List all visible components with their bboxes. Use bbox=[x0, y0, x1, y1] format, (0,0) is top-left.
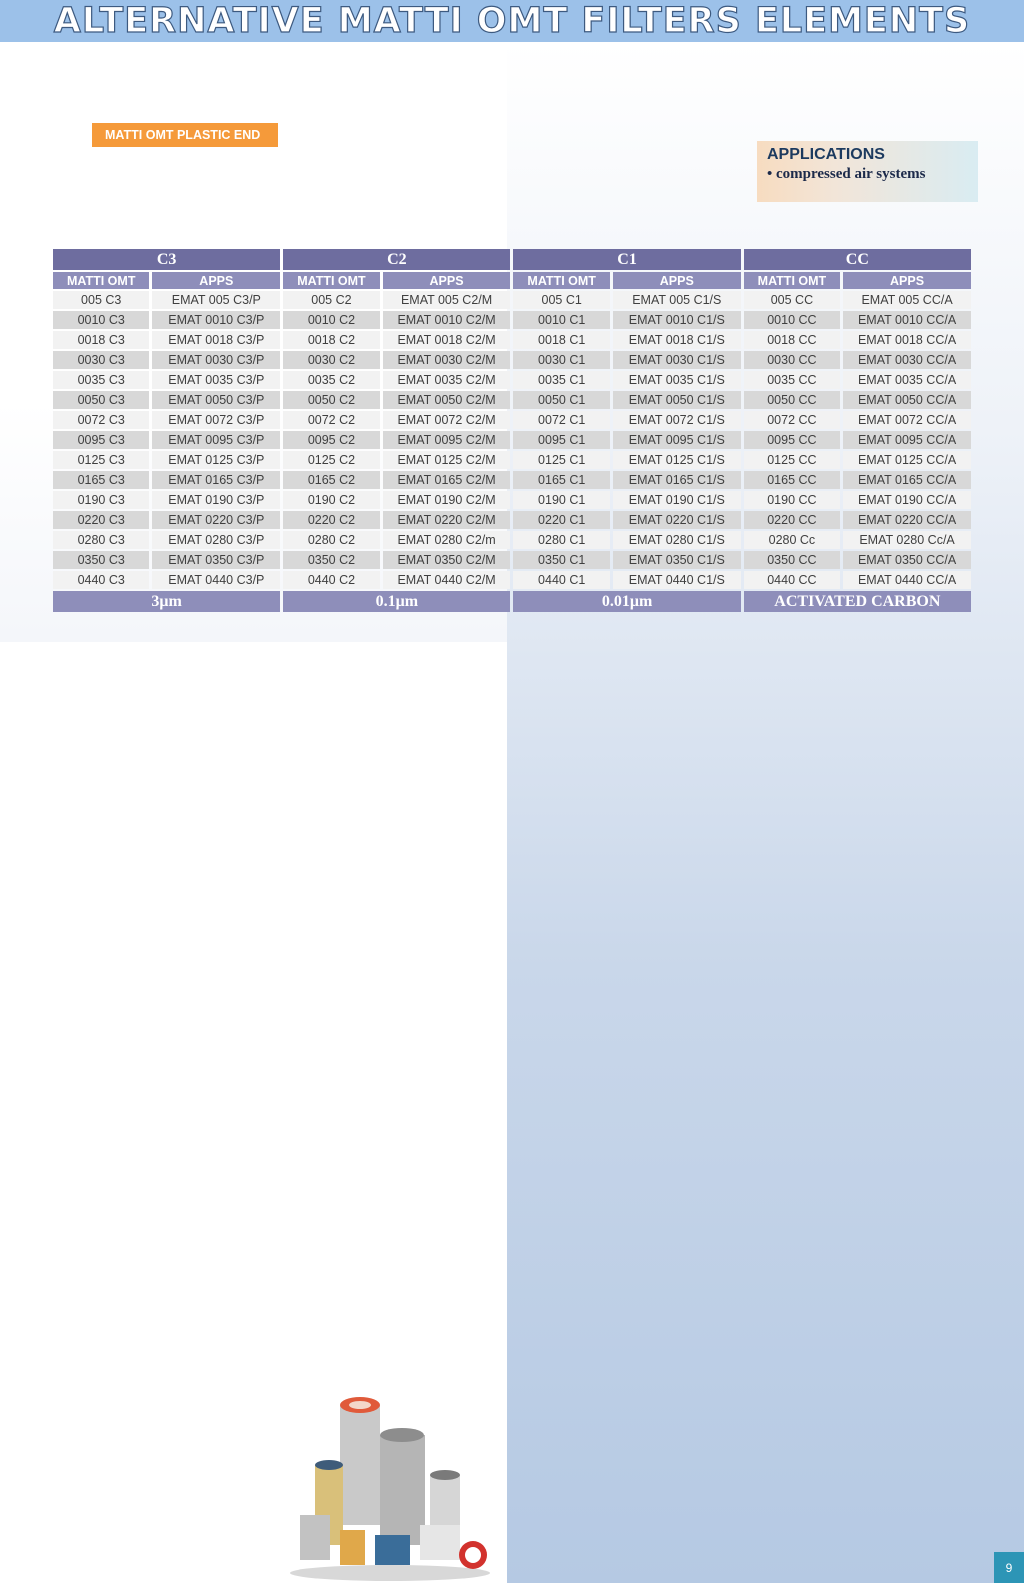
apps-code-cell: EMAT 0072 C2/M bbox=[383, 411, 511, 429]
column-header: MATTI OMT bbox=[283, 272, 379, 289]
matti-omt-code-cell: 0030 C2 bbox=[283, 351, 379, 369]
apps-code-cell: EMAT 0440 CC/A bbox=[843, 571, 971, 589]
matti-omt-code-cell: 005 C1 bbox=[513, 291, 609, 309]
matti-omt-code-cell: 0350 C2 bbox=[283, 551, 379, 569]
matti-omt-code-cell: 0050 C2 bbox=[283, 391, 379, 409]
matti-omt-code-cell: 0440 C2 bbox=[283, 571, 379, 589]
apps-code-cell: EMAT 0125 CC/A bbox=[843, 451, 971, 469]
apps-code-cell: EMAT 0280 C3/P bbox=[152, 531, 280, 549]
matti-omt-code-cell: 0350 C1 bbox=[513, 551, 609, 569]
apps-code-cell: EMAT 0440 C1/S bbox=[613, 571, 741, 589]
matti-omt-code-cell: 0018 C1 bbox=[513, 331, 609, 349]
matti-omt-code-cell: 0095 C3 bbox=[53, 431, 149, 449]
apps-code-cell: EMAT 0072 CC/A bbox=[843, 411, 971, 429]
matti-omt-code-cell: 0280 C1 bbox=[513, 531, 609, 549]
apps-code-cell: EMAT 0095 C2/M bbox=[383, 431, 511, 449]
filter-cross-reference-table bbox=[50, 247, 974, 614]
applications-item: • compressed air systems bbox=[767, 166, 926, 182]
apps-code-cell: EMAT 0030 CC/A bbox=[843, 351, 971, 369]
matti-omt-code-cell: 0165 C1 bbox=[513, 471, 609, 489]
apps-code-cell: EMAT 0018 C2/M bbox=[383, 331, 511, 349]
header-bar bbox=[0, 0, 1024, 42]
apps-code-cell: EMAT 0350 CC/A bbox=[843, 551, 971, 569]
matti-omt-code-cell: 0440 C3 bbox=[53, 571, 149, 589]
apps-code-cell: EMAT 0165 C1/S bbox=[613, 471, 741, 489]
matti-omt-code-cell: 0125 C2 bbox=[283, 451, 379, 469]
apps-code-cell: EMAT 0018 C1/S bbox=[613, 331, 741, 349]
apps-code-cell: EMAT 0095 C3/P bbox=[152, 431, 280, 449]
apps-code-cell: EMAT 0010 C1/S bbox=[613, 311, 741, 329]
table-row bbox=[53, 311, 971, 329]
apps-code-cell: EMAT 0190 C1/S bbox=[613, 491, 741, 509]
rating-cc: ACTIVATED CARBON bbox=[744, 591, 971, 612]
matti-omt-code-cell: 0220 C3 bbox=[53, 511, 149, 529]
sub-header-row bbox=[53, 272, 971, 289]
matti-omt-code-cell: 0190 CC bbox=[744, 491, 840, 509]
apps-code-cell: EMAT 0050 C3/P bbox=[152, 391, 280, 409]
apps-code-cell: EMAT 0350 C2/M bbox=[383, 551, 511, 569]
apps-code-cell: EMAT 0165 C3/P bbox=[152, 471, 280, 489]
apps-code-cell: EMAT 0018 CC/A bbox=[843, 331, 971, 349]
filter-elements-product-image bbox=[280, 1395, 500, 1583]
matti-omt-code-cell: 0035 C1 bbox=[513, 371, 609, 389]
apps-code-cell: EMAT 0050 C1/S bbox=[613, 391, 741, 409]
matti-omt-code-cell: 0018 CC bbox=[744, 331, 840, 349]
matti-omt-code-cell: 0010 C3 bbox=[53, 311, 149, 329]
matti-omt-code-cell: 0030 C3 bbox=[53, 351, 149, 369]
apps-code-cell: EMAT 0072 C3/P bbox=[152, 411, 280, 429]
table-row bbox=[53, 371, 971, 389]
matti-omt-code-cell: 0035 CC bbox=[744, 371, 840, 389]
apps-code-cell: EMAT 0050 CC/A bbox=[843, 391, 971, 409]
table-row bbox=[53, 551, 971, 569]
apps-code-cell: EMAT 0280 Cc/A bbox=[843, 531, 971, 549]
section-label: MATTI OMT PLASTIC END bbox=[92, 123, 278, 147]
table-body bbox=[53, 291, 971, 589]
apps-code-cell: EMAT 0125 C3/P bbox=[152, 451, 280, 469]
apps-code-cell: EMAT 0190 CC/A bbox=[843, 491, 971, 509]
matti-omt-code-cell: 0095 C1 bbox=[513, 431, 609, 449]
apps-code-cell: EMAT 0030 C2/M bbox=[383, 351, 511, 369]
matti-omt-code-cell: 0072 CC bbox=[744, 411, 840, 429]
table-row bbox=[53, 571, 971, 589]
apps-code-cell: EMAT 0280 C2/m bbox=[383, 531, 511, 549]
group-header-c2: C2 bbox=[283, 249, 510, 270]
rating-c2: 0.1μm bbox=[283, 591, 510, 612]
matti-omt-code-cell: 0165 C3 bbox=[53, 471, 149, 489]
column-header: APPS bbox=[843, 272, 971, 289]
rating-c1: 0.01μm bbox=[513, 591, 740, 612]
table-row bbox=[53, 331, 971, 349]
matti-omt-code-cell: 0035 C3 bbox=[53, 371, 149, 389]
table-row bbox=[53, 351, 971, 369]
table-row bbox=[53, 391, 971, 409]
apps-code-cell: EMAT 005 C2/M bbox=[383, 291, 511, 309]
apps-code-cell: EMAT 0035 CC/A bbox=[843, 371, 971, 389]
table-row bbox=[53, 451, 971, 469]
matti-omt-code-cell: 0018 C2 bbox=[283, 331, 379, 349]
column-header: MATTI OMT bbox=[513, 272, 609, 289]
apps-code-cell: EMAT 005 C3/P bbox=[152, 291, 280, 309]
matti-omt-code-cell: 0190 C2 bbox=[283, 491, 379, 509]
table-row bbox=[53, 491, 971, 509]
matti-omt-code-cell: 0220 C2 bbox=[283, 511, 379, 529]
matti-omt-code-cell: 0010 C1 bbox=[513, 311, 609, 329]
column-header: APPS bbox=[383, 272, 511, 289]
matti-omt-code-cell: 0165 CC bbox=[744, 471, 840, 489]
matti-omt-code-cell: 0350 CC bbox=[744, 551, 840, 569]
apps-code-cell: EMAT 0030 C3/P bbox=[152, 351, 280, 369]
table-row bbox=[53, 471, 971, 489]
group-header-c3: C3 bbox=[53, 249, 280, 270]
column-header: APPS bbox=[152, 272, 280, 289]
matti-omt-code-cell: 0440 C1 bbox=[513, 571, 609, 589]
matti-omt-code-cell: 0010 CC bbox=[744, 311, 840, 329]
matti-omt-code-cell: 0350 C3 bbox=[53, 551, 149, 569]
matti-omt-code-cell: 0050 C3 bbox=[53, 391, 149, 409]
table-row bbox=[53, 531, 971, 549]
column-header: MATTI OMT bbox=[744, 272, 840, 289]
matti-omt-code-cell: 0072 C2 bbox=[283, 411, 379, 429]
group-header-c1: C1 bbox=[513, 249, 740, 270]
apps-code-cell: EMAT 005 C1/S bbox=[613, 291, 741, 309]
apps-code-cell: EMAT 0030 C1/S bbox=[613, 351, 741, 369]
matti-omt-code-cell: 0030 CC bbox=[744, 351, 840, 369]
matti-omt-code-cell: 0125 CC bbox=[744, 451, 840, 469]
column-header: MATTI OMT bbox=[53, 272, 149, 289]
apps-code-cell: EMAT 0220 C3/P bbox=[152, 511, 280, 529]
matti-omt-code-cell: 005 CC bbox=[744, 291, 840, 309]
apps-code-cell: EMAT 0010 CC/A bbox=[843, 311, 971, 329]
apps-code-cell: EMAT 0440 C3/P bbox=[152, 571, 280, 589]
apps-code-cell: EMAT 0190 C3/P bbox=[152, 491, 280, 509]
rating-c3: 3μm bbox=[53, 591, 280, 612]
matti-omt-code-cell: 0220 C1 bbox=[513, 511, 609, 529]
matti-omt-code-cell: 0018 C3 bbox=[53, 331, 149, 349]
apps-code-cell: EMAT 0050 C2/M bbox=[383, 391, 511, 409]
apps-code-cell: EMAT 0165 CC/A bbox=[843, 471, 971, 489]
matti-omt-code-cell: 0072 C1 bbox=[513, 411, 609, 429]
matti-omt-code-cell: 0125 C1 bbox=[513, 451, 609, 469]
applications-box bbox=[757, 141, 978, 202]
matti-omt-code-cell: 0280 Cc bbox=[744, 531, 840, 549]
apps-code-cell: EMAT 0280 C1/S bbox=[613, 531, 741, 549]
apps-code-cell: EMAT 0018 C3/P bbox=[152, 331, 280, 349]
table-row bbox=[53, 431, 971, 449]
apps-code-cell: EMAT 0350 C1/S bbox=[613, 551, 741, 569]
matti-omt-code-cell: 005 C2 bbox=[283, 291, 379, 309]
group-header-row bbox=[53, 249, 971, 270]
apps-code-cell: EMAT 0035 C1/S bbox=[613, 371, 741, 389]
apps-code-cell: EMAT 0072 C1/S bbox=[613, 411, 741, 429]
apps-code-cell: EMAT 0035 C3/P bbox=[152, 371, 280, 389]
apps-code-cell: EMAT 0035 C2/M bbox=[383, 371, 511, 389]
matti-omt-code-cell: 0095 C2 bbox=[283, 431, 379, 449]
apps-code-cell: EMAT 0440 C2/M bbox=[383, 571, 511, 589]
apps-code-cell: EMAT 0165 C2/M bbox=[383, 471, 511, 489]
table-row bbox=[53, 291, 971, 309]
apps-code-cell: EMAT 0350 C3/P bbox=[152, 551, 280, 569]
matti-omt-code-cell: 0220 CC bbox=[744, 511, 840, 529]
matti-omt-code-cell: 0035 C2 bbox=[283, 371, 379, 389]
group-header-cc: CC bbox=[744, 249, 971, 270]
applications-title: APPLICATIONS bbox=[767, 146, 885, 163]
table-row bbox=[53, 511, 971, 529]
apps-code-cell: EMAT 0095 C1/S bbox=[613, 431, 741, 449]
matti-omt-code-cell: 0280 C2 bbox=[283, 531, 379, 549]
page-title: ALTERNATIVE MATTI OMT FILTERS ELEMENTS bbox=[53, 1, 971, 41]
apps-code-cell: EMAT 0010 C3/P bbox=[152, 311, 280, 329]
matti-omt-code-cell: 0095 CC bbox=[744, 431, 840, 449]
apps-code-cell: EMAT 0010 C2/M bbox=[383, 311, 511, 329]
matti-omt-code-cell: 0165 C2 bbox=[283, 471, 379, 489]
apps-code-cell: EMAT 005 CC/A bbox=[843, 291, 971, 309]
matti-omt-code-cell: 0030 C1 bbox=[513, 351, 609, 369]
apps-code-cell: EMAT 0190 C2/M bbox=[383, 491, 511, 509]
matti-omt-code-cell: 0010 C2 bbox=[283, 311, 379, 329]
matti-omt-code-cell: 0050 CC bbox=[744, 391, 840, 409]
matti-omt-code-cell: 005 C3 bbox=[53, 291, 149, 309]
apps-code-cell: EMAT 0220 C1/S bbox=[613, 511, 741, 529]
apps-code-cell: EMAT 0125 C2/M bbox=[383, 451, 511, 469]
matti-omt-code-cell: 0280 C3 bbox=[53, 531, 149, 549]
matti-omt-code-cell: 0190 C1 bbox=[513, 491, 609, 509]
table-row bbox=[53, 411, 971, 429]
apps-code-cell: EMAT 0095 CC/A bbox=[843, 431, 971, 449]
matti-omt-code-cell: 0125 C3 bbox=[53, 451, 149, 469]
matti-omt-code-cell: 0072 C3 bbox=[53, 411, 149, 429]
rating-footer-row bbox=[53, 591, 971, 612]
matti-omt-code-cell: 0440 CC bbox=[744, 571, 840, 589]
apps-code-cell: EMAT 0220 C2/M bbox=[383, 511, 511, 529]
page-number: 9 bbox=[994, 1552, 1024, 1583]
apps-code-cell: EMAT 0125 C1/S bbox=[613, 451, 741, 469]
column-header: APPS bbox=[613, 272, 741, 289]
matti-omt-code-cell: 0050 C1 bbox=[513, 391, 609, 409]
apps-code-cell: EMAT 0220 CC/A bbox=[843, 511, 971, 529]
matti-omt-code-cell: 0190 C3 bbox=[53, 491, 149, 509]
